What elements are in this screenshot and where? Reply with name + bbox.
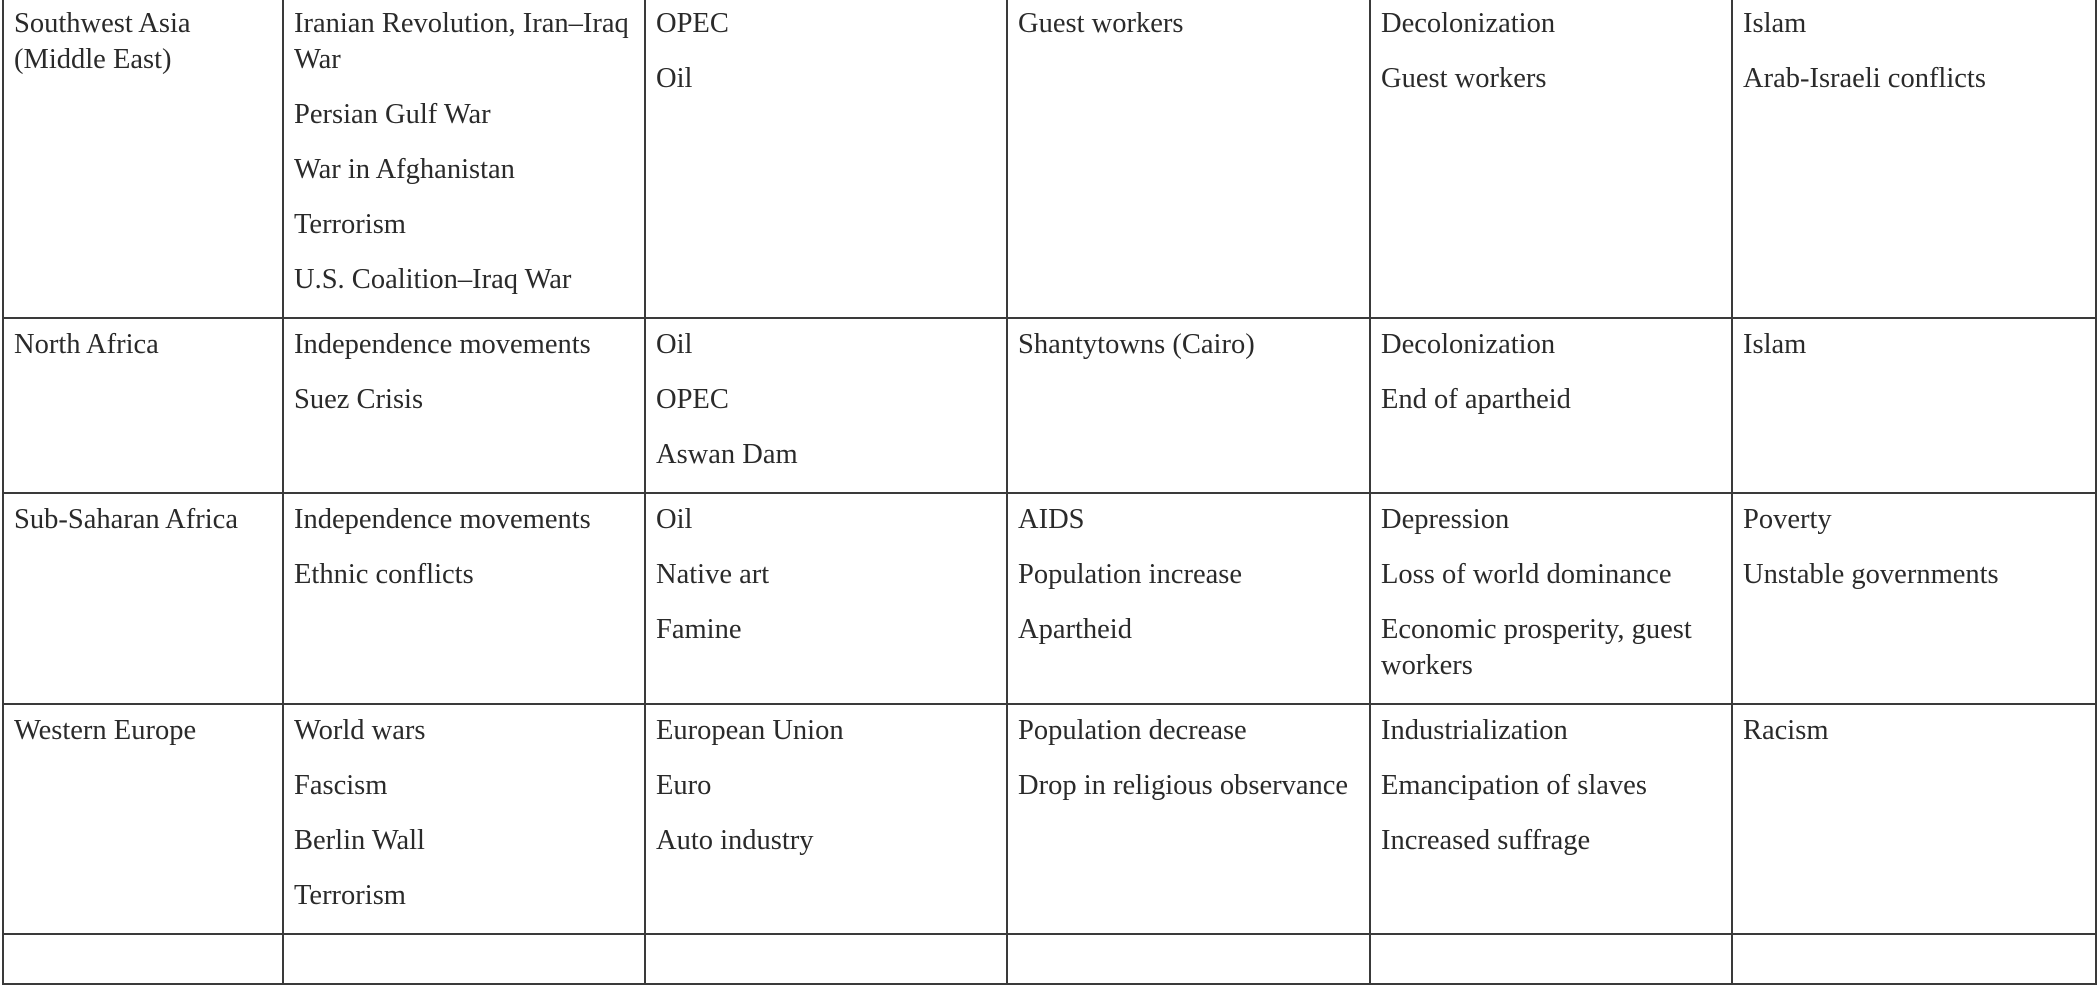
table-cell bbox=[645, 318, 1007, 493]
table-cell bbox=[645, 0, 1007, 318]
cell-entry: Loss of world dominance bbox=[1381, 559, 1672, 590]
cell-entry: Emancipation of slaves bbox=[1381, 770, 1647, 801]
table-cell bbox=[283, 493, 645, 704]
table-cell bbox=[283, 704, 645, 934]
table-cell bbox=[645, 704, 1007, 934]
table-cell bbox=[1007, 0, 1370, 318]
cell-entry: Terrorism bbox=[294, 209, 406, 240]
cell-entry: War in Afghanistan bbox=[294, 154, 515, 185]
table-cell bbox=[645, 934, 1007, 984]
cell-entry: Decolonization bbox=[1381, 8, 1556, 39]
region-cell bbox=[3, 0, 283, 318]
table-body bbox=[3, 0, 2096, 984]
cell-entry: Islam bbox=[1743, 329, 1807, 360]
cell-entry: Islam bbox=[1743, 8, 1807, 39]
cell-entry: OPEC bbox=[656, 384, 729, 415]
table-cell bbox=[1370, 0, 1732, 318]
cell-entry: Iranian Revolution, Iran–Iraq War bbox=[294, 8, 629, 75]
region-cell bbox=[3, 934, 283, 984]
cell-entry: Guest workers bbox=[1381, 63, 1547, 94]
cell-entry: Economic prosperity, guest workers bbox=[1381, 614, 1692, 681]
cell-entry: Population decrease bbox=[1018, 715, 1247, 746]
table-cell bbox=[1370, 318, 1732, 493]
cell-entry: Famine bbox=[656, 614, 742, 645]
table-cell bbox=[1370, 934, 1732, 984]
table-cell bbox=[1732, 0, 2096, 318]
table-cell bbox=[1732, 704, 2096, 934]
cell-entry: Oil bbox=[656, 63, 693, 94]
region-name: Western Europe bbox=[14, 715, 197, 746]
cell-entry: Ethnic conflicts bbox=[294, 559, 474, 590]
cell-entry: End of apartheid bbox=[1381, 384, 1571, 415]
table-cell bbox=[283, 934, 645, 984]
table-cell bbox=[1732, 318, 2096, 493]
table-row bbox=[3, 0, 2096, 318]
cell-entry: Shantytowns (Cairo) bbox=[1018, 329, 1255, 360]
table-row bbox=[3, 493, 2096, 704]
table-row bbox=[3, 318, 2096, 493]
cell-entry: Decolonization bbox=[1381, 329, 1556, 360]
cell-entry: Drop in religious observance bbox=[1018, 770, 1349, 801]
table-cell bbox=[1007, 934, 1370, 984]
table-cell bbox=[1732, 493, 2096, 704]
cell-entry: Population increase bbox=[1018, 559, 1242, 590]
table-row bbox=[3, 704, 2096, 934]
cell-entry: Arab-Israeli conflicts bbox=[1743, 63, 1986, 94]
table-row bbox=[3, 934, 2096, 984]
cell-entry: Suez Crisis bbox=[294, 384, 424, 415]
cell-entry: Berlin Wall bbox=[294, 825, 425, 856]
table-cell bbox=[1370, 704, 1732, 934]
cell-entry: Fascism bbox=[294, 770, 388, 801]
table-cell bbox=[1007, 493, 1370, 704]
region-name: Sub-Saharan Africa bbox=[14, 504, 238, 535]
region-table bbox=[2, 0, 2097, 985]
cell-entry: Auto industry bbox=[656, 825, 814, 856]
cell-entry: Native art bbox=[656, 559, 770, 590]
cell-entry: Terrorism bbox=[294, 880, 406, 911]
cell-entry: Independence movements bbox=[294, 504, 591, 535]
table-cell bbox=[1370, 493, 1732, 704]
cell-entry: OPEC bbox=[656, 8, 729, 39]
cell-entry: Independence movements bbox=[294, 329, 591, 360]
table-cell bbox=[1007, 704, 1370, 934]
region-name: North Africa bbox=[14, 329, 159, 360]
cell-entry: European Union bbox=[656, 715, 844, 746]
cell-entry: Apartheid bbox=[1018, 614, 1132, 645]
cell-entry: Poverty bbox=[1743, 504, 1832, 535]
cell-entry: World wars bbox=[294, 715, 426, 746]
cell-entry: U.S. Coalition–Iraq War bbox=[294, 264, 572, 295]
table-cell bbox=[645, 493, 1007, 704]
cell-entry: Aswan Dam bbox=[656, 439, 798, 470]
region-cell bbox=[3, 493, 283, 704]
region-name: Southwest Asia (Middle East) bbox=[14, 8, 191, 75]
cell-entry: Oil bbox=[656, 329, 693, 360]
cell-entry: Racism bbox=[1743, 715, 1829, 746]
table-cell bbox=[283, 0, 645, 318]
region-cell bbox=[3, 704, 283, 934]
cell-entry: Industrialization bbox=[1381, 715, 1568, 746]
cell-entry: Oil bbox=[656, 504, 693, 535]
cell-entry: AIDS bbox=[1018, 504, 1085, 535]
cell-entry: Persian Gulf War bbox=[294, 99, 491, 130]
cell-entry: Unstable governments bbox=[1743, 559, 1999, 590]
table-cell bbox=[283, 318, 645, 493]
cell-entry: Depression bbox=[1381, 504, 1510, 535]
cell-entry: Guest workers bbox=[1018, 8, 1184, 39]
cell-entry: Increased suffrage bbox=[1381, 825, 1591, 856]
region-cell bbox=[3, 318, 283, 493]
table-cell bbox=[1007, 318, 1370, 493]
cell-entry: Euro bbox=[656, 770, 712, 801]
table-cell bbox=[1732, 934, 2096, 984]
